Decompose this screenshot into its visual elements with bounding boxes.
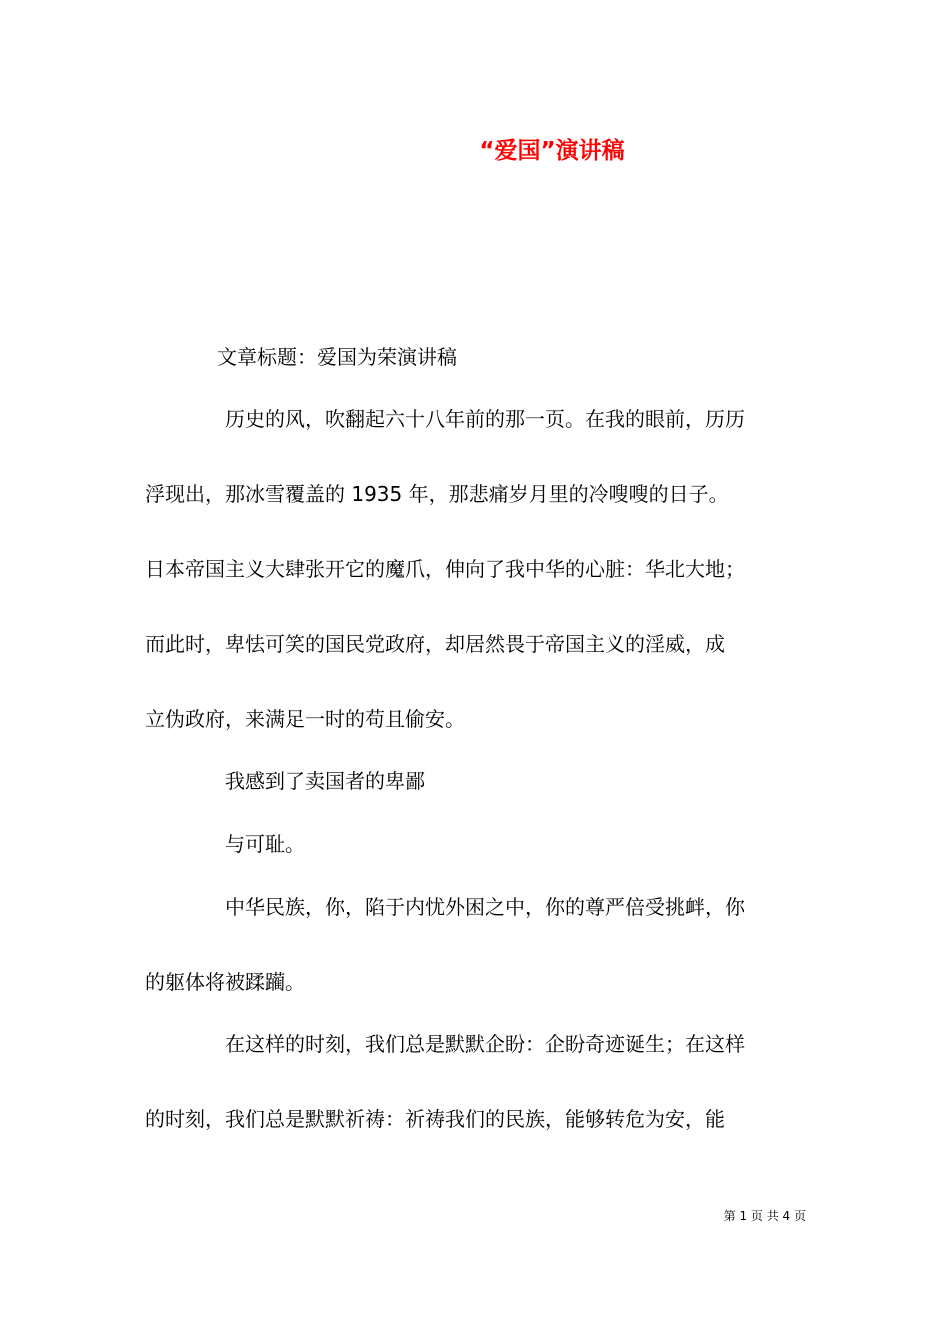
- paragraph-line: 在这样的时刻，我们总是默默企盼：企盼奇迹诞生；在这样: [225, 1032, 745, 1056]
- document-title: “爱国”演讲稿: [479, 138, 625, 164]
- paragraph-line: 浮现出，那冰雪覆盖的 1935 年，那悲痛岁月里的冷嗖嗖的日子。: [145, 482, 729, 506]
- paragraph-line: 日本帝国主义大肆张开它的魔爪，伸向了我中华的心脏：华北大地；: [145, 557, 745, 581]
- paragraph-line: 的时刻，我们总是默默祈祷：祈祷我们的民族，能够转危为安，能: [145, 1107, 725, 1131]
- page-number-footer: 第 1 页 共 4 页: [723, 1209, 806, 1223]
- paragraph-line: 与可耻。: [225, 832, 305, 856]
- paragraph-line: 的躯体将被蹂躏。: [145, 970, 305, 994]
- article-subtitle: 文章标题：爱国为荣演讲稿: [217, 345, 457, 369]
- paragraph-line: 我感到了卖国者的卑鄙: [225, 769, 425, 793]
- paragraph-line: 中华民族，你，陷于内忧外困之中，你的尊严倍受挑衅，你: [225, 895, 745, 919]
- paragraph-line: 历史的风，吹翻起六十八年前的那一页。在我的眼前，历历: [225, 407, 745, 431]
- paragraph-line: 立伪政府，来满足一时的苟且偷安。: [145, 707, 465, 731]
- paragraph-line: 而此时，卑怯可笑的国民党政府，却居然畏于帝国主义的淫威，成: [145, 632, 725, 656]
